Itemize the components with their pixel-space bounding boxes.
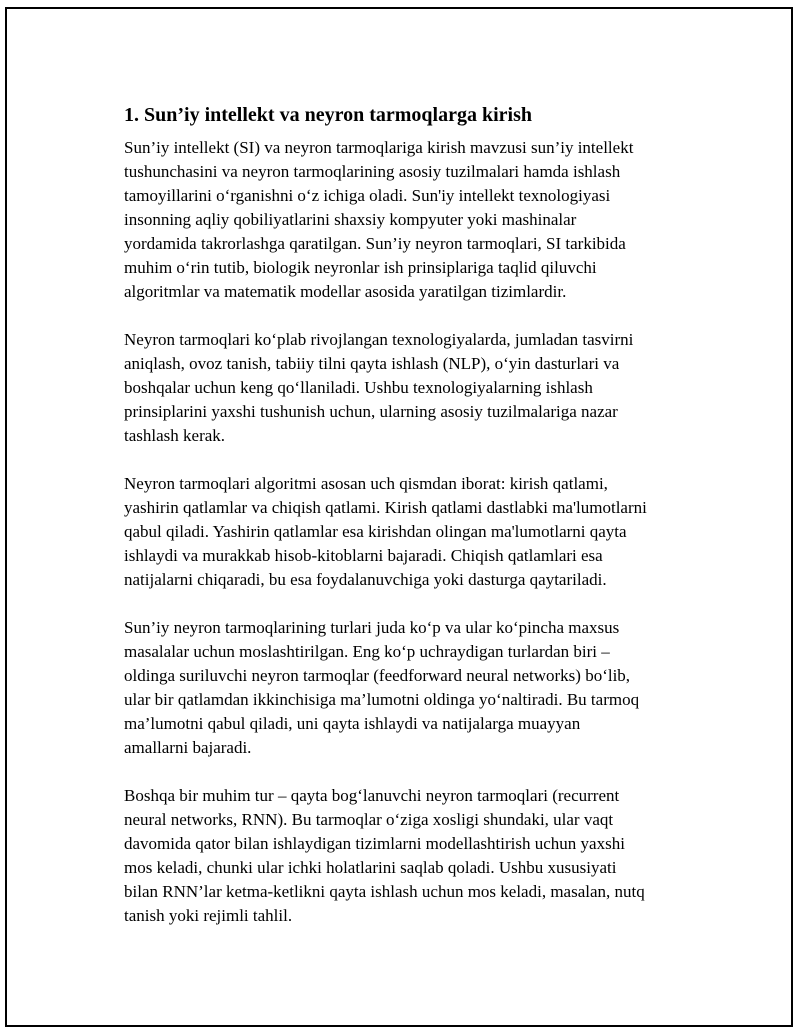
text-line: ma’lumotni qabul qiladi, uni qayta ishlaydi va natijalarga muayyan	[124, 714, 581, 733]
text-line: davomida qator bilan ishlaydigan tizimlarni modellashtirish uchun yaxshi	[124, 834, 625, 853]
text-line: ular bir qatlamdan ikkinchisiga ma’lumotni oldinga yoʻnaltiradi. Bu tarmoq	[124, 690, 640, 709]
text-line: tushunchasini va neyron tarmoqlarining asosiy tuzilmalari hamda ishlash	[124, 162, 621, 181]
text-line: aniqlash, ovoz tanish, tabiiy tilni qayta ishlash (NLP), oʻyin dasturlari va	[124, 354, 620, 373]
text-line: oldinga suriluvchi neyron tarmoqlar (feedforward neural networks) boʻlib,	[124, 666, 631, 685]
text-line: masalalar uchun moslashtirilgan. Eng koʻp uchraydigan turlardan biri –	[124, 642, 610, 661]
text-line: tanish yoki rejimli tahlil.	[124, 906, 293, 925]
text-line: mos keladi, chunki ular ichki holatlarini saqlab qoladi. Ushbu xususiyati	[124, 858, 617, 877]
text-line: yordamida takrorlashga qaratilgan. Sun’iy neyron tarmoqlari, SI tarkibida	[124, 234, 626, 253]
text-line: qabul qiladi. Yashirin qatlamlar esa kirishdan olingan ma'lumotlarni qayta	[124, 522, 627, 541]
text-line: tashlash kerak.	[124, 426, 226, 445]
text-line: prinsiplarini yaxshi tushunish uchun, ularning asosiy tuzilmalariga nazar	[124, 402, 618, 421]
paragraph-recurrent	[124, 784, 704, 928]
text-line: neural networks, RNN). Bu tarmoqlar oʻziga xosligi shundaki, ular vaqt	[124, 810, 614, 829]
text-line: yashirin qatlamlar va chiqish qatlami. Kirish qatlami dastlabki ma'lumotlarni	[124, 498, 647, 517]
section-heading: 1. Sun’iy intellekt va neyron tarmoqlarga kirish	[124, 104, 532, 126]
paragraph-intro	[124, 136, 704, 304]
text-line: natijalarni chiqaradi, bu esa foydalanuvchiga yoki dasturga qaytariladi.	[124, 570, 607, 589]
text-line: boshqalar uchun keng qoʻllaniladi. Ushbu texnologiyalarning ishlash	[124, 378, 593, 397]
page-frame	[5, 7, 793, 1027]
document-body	[119, 101, 704, 928]
paragraph-layers	[124, 472, 704, 592]
text-line: ishlaydi va murakkab hisob-kitoblarni bajaradi. Chiqish qatlamlari esa	[124, 546, 603, 565]
text-line: Neyron tarmoqlari koʻplab rivojlangan texnologiyalarda, jumladan tasvirni	[124, 330, 634, 349]
text-line: insonning aqliy qobiliyatlarini shaxsiy kompyuter yoki mashinalar	[124, 210, 577, 229]
paragraph-feedforward	[124, 616, 704, 760]
text-line: Sun’iy intellekt (SI) va neyron tarmoqlariga kirish mavzusi sun’iy intellekt	[124, 138, 634, 157]
text-line: muhim oʻrin tutib, biologik neyronlar ish prinsiplariga taqlid qiluvchi	[124, 258, 597, 277]
text-line: amallarni bajaradi.	[124, 738, 252, 757]
paragraph-applications	[124, 328, 704, 448]
text-line: bilan RNN’lar ketma-ketlikni qayta ishlash uchun mos keladi, masalan, nutq	[124, 882, 645, 901]
text-line: Neyron tarmoqlari algoritmi asosan uch qismdan iborat: kirish qatlami,	[124, 474, 608, 493]
text-line: algoritmlar va matematik modellar asosida yaratilgan tizimlardir.	[124, 282, 567, 301]
text-line: Boshqa bir muhim tur – qayta bogʻlanuvchi neyron tarmoqlari (recurrent	[124, 786, 620, 805]
text-line: tamoyillarini oʻrganishni oʻz ichiga oladi. Sun'iy intellekt texnologiyasi	[124, 186, 611, 205]
text-line: Sun’iy neyron tarmoqlarining turlari juda koʻp va ular koʻpincha maxsus	[124, 618, 620, 637]
